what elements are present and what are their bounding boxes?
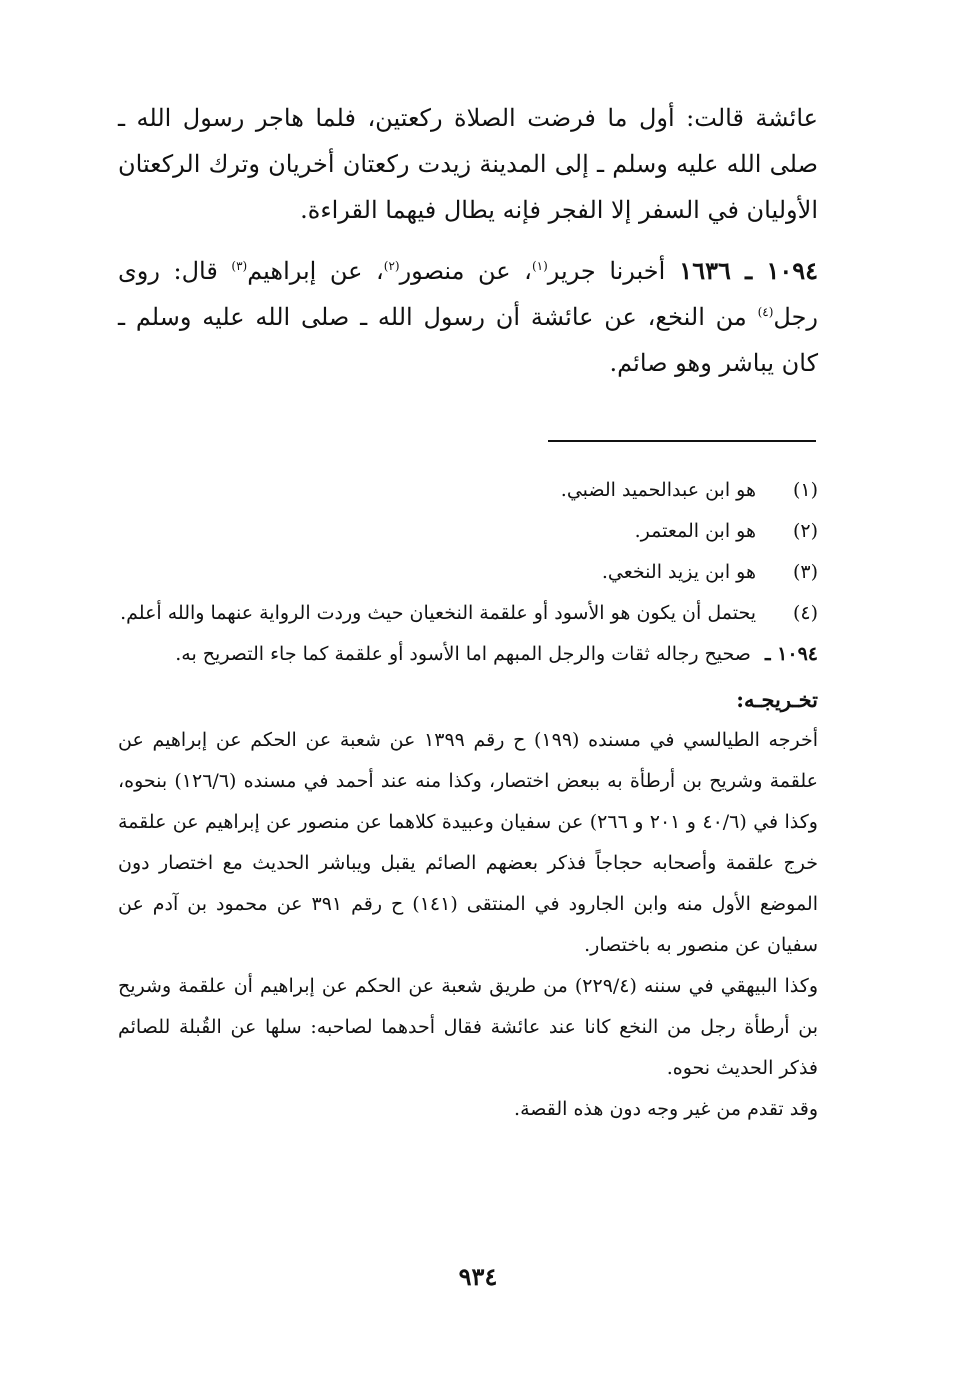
footnote-ref-4[interactable]: (٤) bbox=[757, 305, 774, 319]
footnote-text: هو ابن المعتمر. bbox=[634, 520, 756, 542]
takhrij-paragraph-2: وكذا البيهقي في سننه (٢٢٩/٤) من طريق شعبة عن الحكم عن إبراهيم أن علقمة وشريح بن أرطأة رجل من النخع كانا عند عائشة فقال أحدهما لصاحبه: سلها عن القُبلة للصائم فذكر الحديث نحوه. bbox=[118, 975, 818, 1079]
footnote-number: (٣) bbox=[792, 561, 818, 583]
footnote-number: (١) bbox=[792, 479, 818, 501]
hadith-text-part-4: قال: روى رجل bbox=[118, 257, 818, 331]
hadith-paragraph bbox=[118, 248, 818, 386]
footnote-3 bbox=[118, 552, 818, 593]
grading-note bbox=[118, 634, 818, 675]
hadith-text-part-2: ، عن منصور bbox=[399, 257, 532, 285]
opening-paragraph: عائشة قالت: أول ما فرضت الصلاة ركعتين، فلما هاجر رسول الله ـ صلى الله عليه وسلم ـ إلى المدينة زيدت ركعتان أخريان وترك الركعتان الأوليان في السفر إلا الفجر فإنه يطال فيهما القراءة. bbox=[118, 104, 818, 224]
takhrij-heading: تخـريجـه: bbox=[736, 687, 818, 712]
footnote-4 bbox=[118, 593, 818, 634]
footnote-ref-2[interactable]: (٢) bbox=[383, 259, 400, 273]
footnote-number: (٢) bbox=[792, 520, 818, 542]
hadith-text-part-3: ، عن إبراهيم bbox=[247, 257, 384, 285]
hadith-text-part-5: من النخع، عن عائشة أن رسول الله ـ صلى الله عليه وسلم ـ كان يباشر وهو صائم. bbox=[118, 303, 818, 377]
footnote-ref-1[interactable]: (١) bbox=[531, 259, 548, 273]
footnote-ref-3[interactable]: (٣) bbox=[231, 259, 248, 273]
grading-text: صحيح رجاله ثقات والرجل المبهم اما الأسود أو علقمة كما جاء التصريح به. bbox=[175, 643, 751, 665]
footnote-1 bbox=[118, 470, 818, 511]
takhrij-paragraph-1: أخرجه الطيالسي في مسنده (١٩٩) ح رقم ١٣٩٩ عن شعبة عن الحكم عن إبراهيم عن علقمة وشريح بن أرطأة به ببعض اختصار، وكذا منه عند أحمد في مسنده (١٢٦/٦) بنحوه، وكذا في (٤٠/٦ و ٢٠١ و ٢٦٦) عن سفيان وعبيدة كلاهما عن منصور عن إبراهيم عن علقمة خرج علقمة وأصحابه حجاجاً فذكر بعضهم الصائم يقبل ويباشر الحديث مع اختصار دون الموضع الأول منه وابن الجارود في المنتقى (١٤١) ح رقم ٣٩١ عن محمود بن آدم عن سفيان عن منصور به باختصار. bbox=[118, 729, 818, 956]
footnote-text: هو ابن يزيد النخعي. bbox=[601, 561, 756, 583]
hadith-number: ١٠٩٤ ـ ١٦٣٦ bbox=[679, 256, 819, 285]
grading-number: ١٠٩٤ ـ bbox=[764, 643, 818, 665]
footnote-text: هو ابن عبدالحميد الضبي. bbox=[560, 479, 756, 501]
footnotes-section bbox=[118, 470, 818, 1130]
footnote-number: (٤) bbox=[792, 602, 818, 624]
footnote-text: يحتمل أن يكون هو الأسود أو علقمة النخعيان حيث وردت الرواية عنهما والله أعلم. bbox=[120, 602, 756, 624]
footnote-divider bbox=[548, 440, 816, 442]
footnote-2 bbox=[118, 511, 818, 552]
page-number: ٩٣٤ bbox=[458, 1262, 498, 1291]
takhrij-paragraph-3: وقد تقدم من غير وجه دون هذه القصة. bbox=[514, 1098, 818, 1120]
hadith-text-part-1: أخبرنا جرير bbox=[547, 257, 666, 285]
